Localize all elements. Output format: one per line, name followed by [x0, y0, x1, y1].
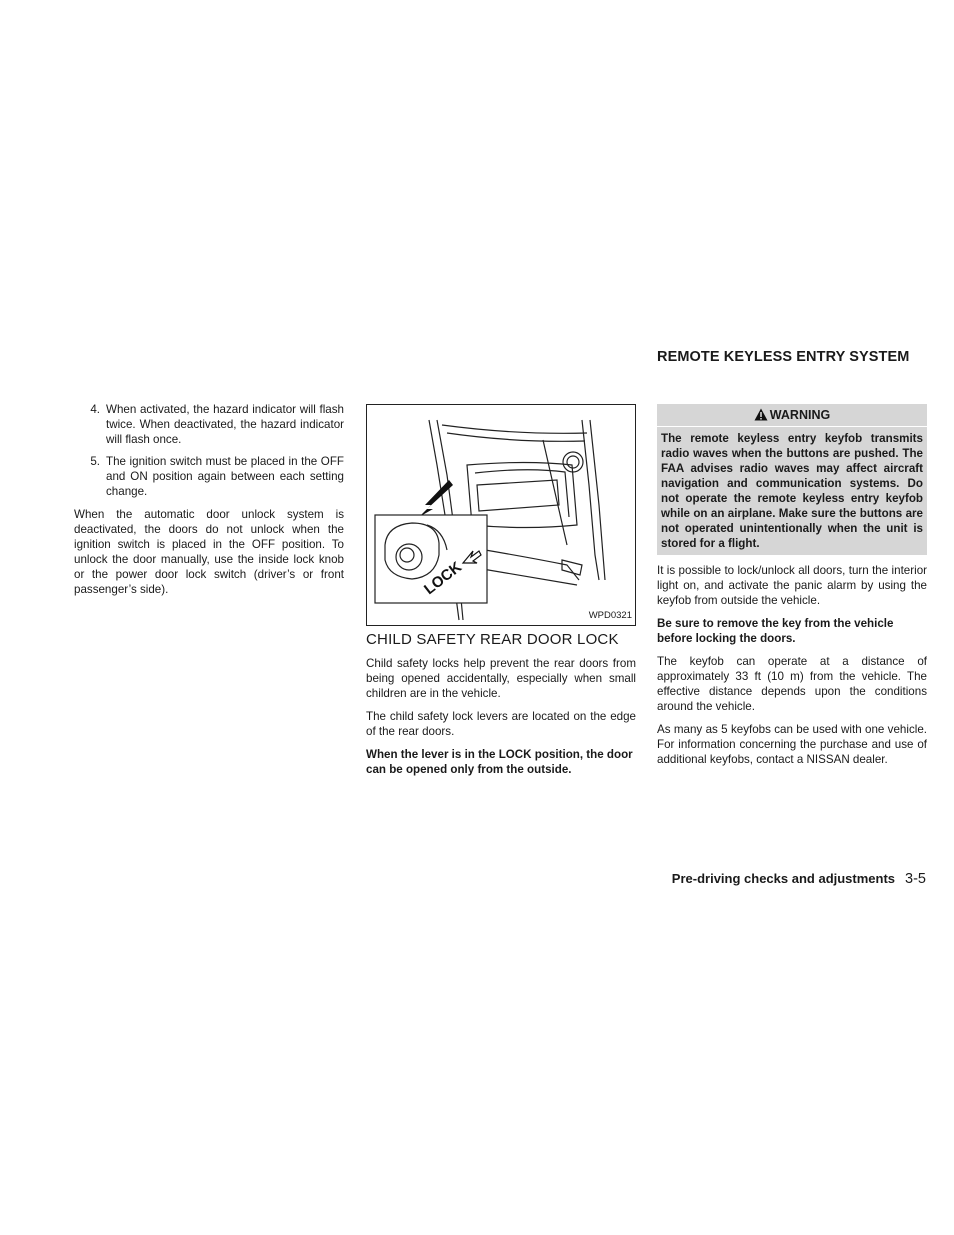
warning-text: The remote keyless entry keyfob transmits radio waves when the buttons are pushed. The FAA advises radio waves may affect aircraft navigation and communication systems. Do not operate the remote keyless entry keyfob while on an airplane. Make sure the buttons are not operated unintentionally when the unit is stored for a flight.: [661, 432, 923, 550]
rear-door-drawing: [367, 405, 635, 625]
column-right: [657, 404, 927, 775]
section-title: REMOTE KEYLESS ENTRY SYSTEM: [657, 349, 910, 365]
body-paragraph: When the automatic door unlock system is deactivated, the doors do not unlock when the ignition switch is placed in the OFF position. To unlock the door manually, use the inside lock knob or the power door lock switch (driver’s or front passenger’s side).: [74, 508, 344, 596]
column-left: [74, 402, 344, 605]
bold-paragraph: Be sure to remove the key from the vehicle before locking the doors.: [657, 617, 894, 645]
warning-header: [657, 407, 927, 427]
footer-section-title: Pre-driving checks and adjustments: [671, 871, 896, 886]
list-item: [74, 454, 344, 499]
bold-paragraph: When the lever is in the LOCK position, the door can be opened only from the outside.: [366, 748, 633, 776]
body-paragraph: It is possible to lock/unlock all doors, turn the interior light on, and activate the panic alarm by using the keyfob from outside the vehicle.: [657, 564, 927, 607]
page-footer: [672, 871, 926, 887]
list-item: [74, 402, 344, 447]
figure-code: WPD0321: [588, 610, 632, 621]
body-paragraph: As many as 5 keyfobs can be used with one vehicle. For information concerning the purchase and use of additional keyfobs, contact a NISSAN dealer.: [657, 723, 927, 766]
list-item-number: 5.: [90, 455, 100, 468]
list-item-text: The ignition switch must be placed in the OFF and ON position again between each setting change.: [106, 455, 344, 498]
body-paragraph: The child safety lock levers are located on the edge of the rear doors.: [366, 710, 636, 738]
subsection-heading: CHILD SAFETY REAR DOOR LOCK: [366, 631, 619, 648]
page-number: 3-5: [905, 871, 926, 887]
numbered-list: [74, 402, 344, 499]
column-middle: [366, 404, 636, 785]
warning-title: WARNING: [769, 408, 831, 422]
warning-box: [657, 404, 927, 555]
warning-triangle-icon: [754, 408, 768, 421]
list-item-text: When activated, the hazard indicator will flash twice. When deactivated, the hazard indicator will flash once.: [106, 403, 344, 446]
door-lock-illustration: [366, 404, 636, 626]
lock-label: LOCK: [420, 558, 465, 599]
list-item-number: 4.: [90, 403, 100, 416]
body-paragraph: The keyfob can operate at a distance of approximately 33 ft (10 m) from the vehicle. The effective distance depends upon the conditions around the vehicle.: [657, 655, 927, 713]
body-paragraph: Child safety locks help prevent the rear doors from being opened accidentally, especially when small children are in the vehicle.: [366, 657, 636, 700]
